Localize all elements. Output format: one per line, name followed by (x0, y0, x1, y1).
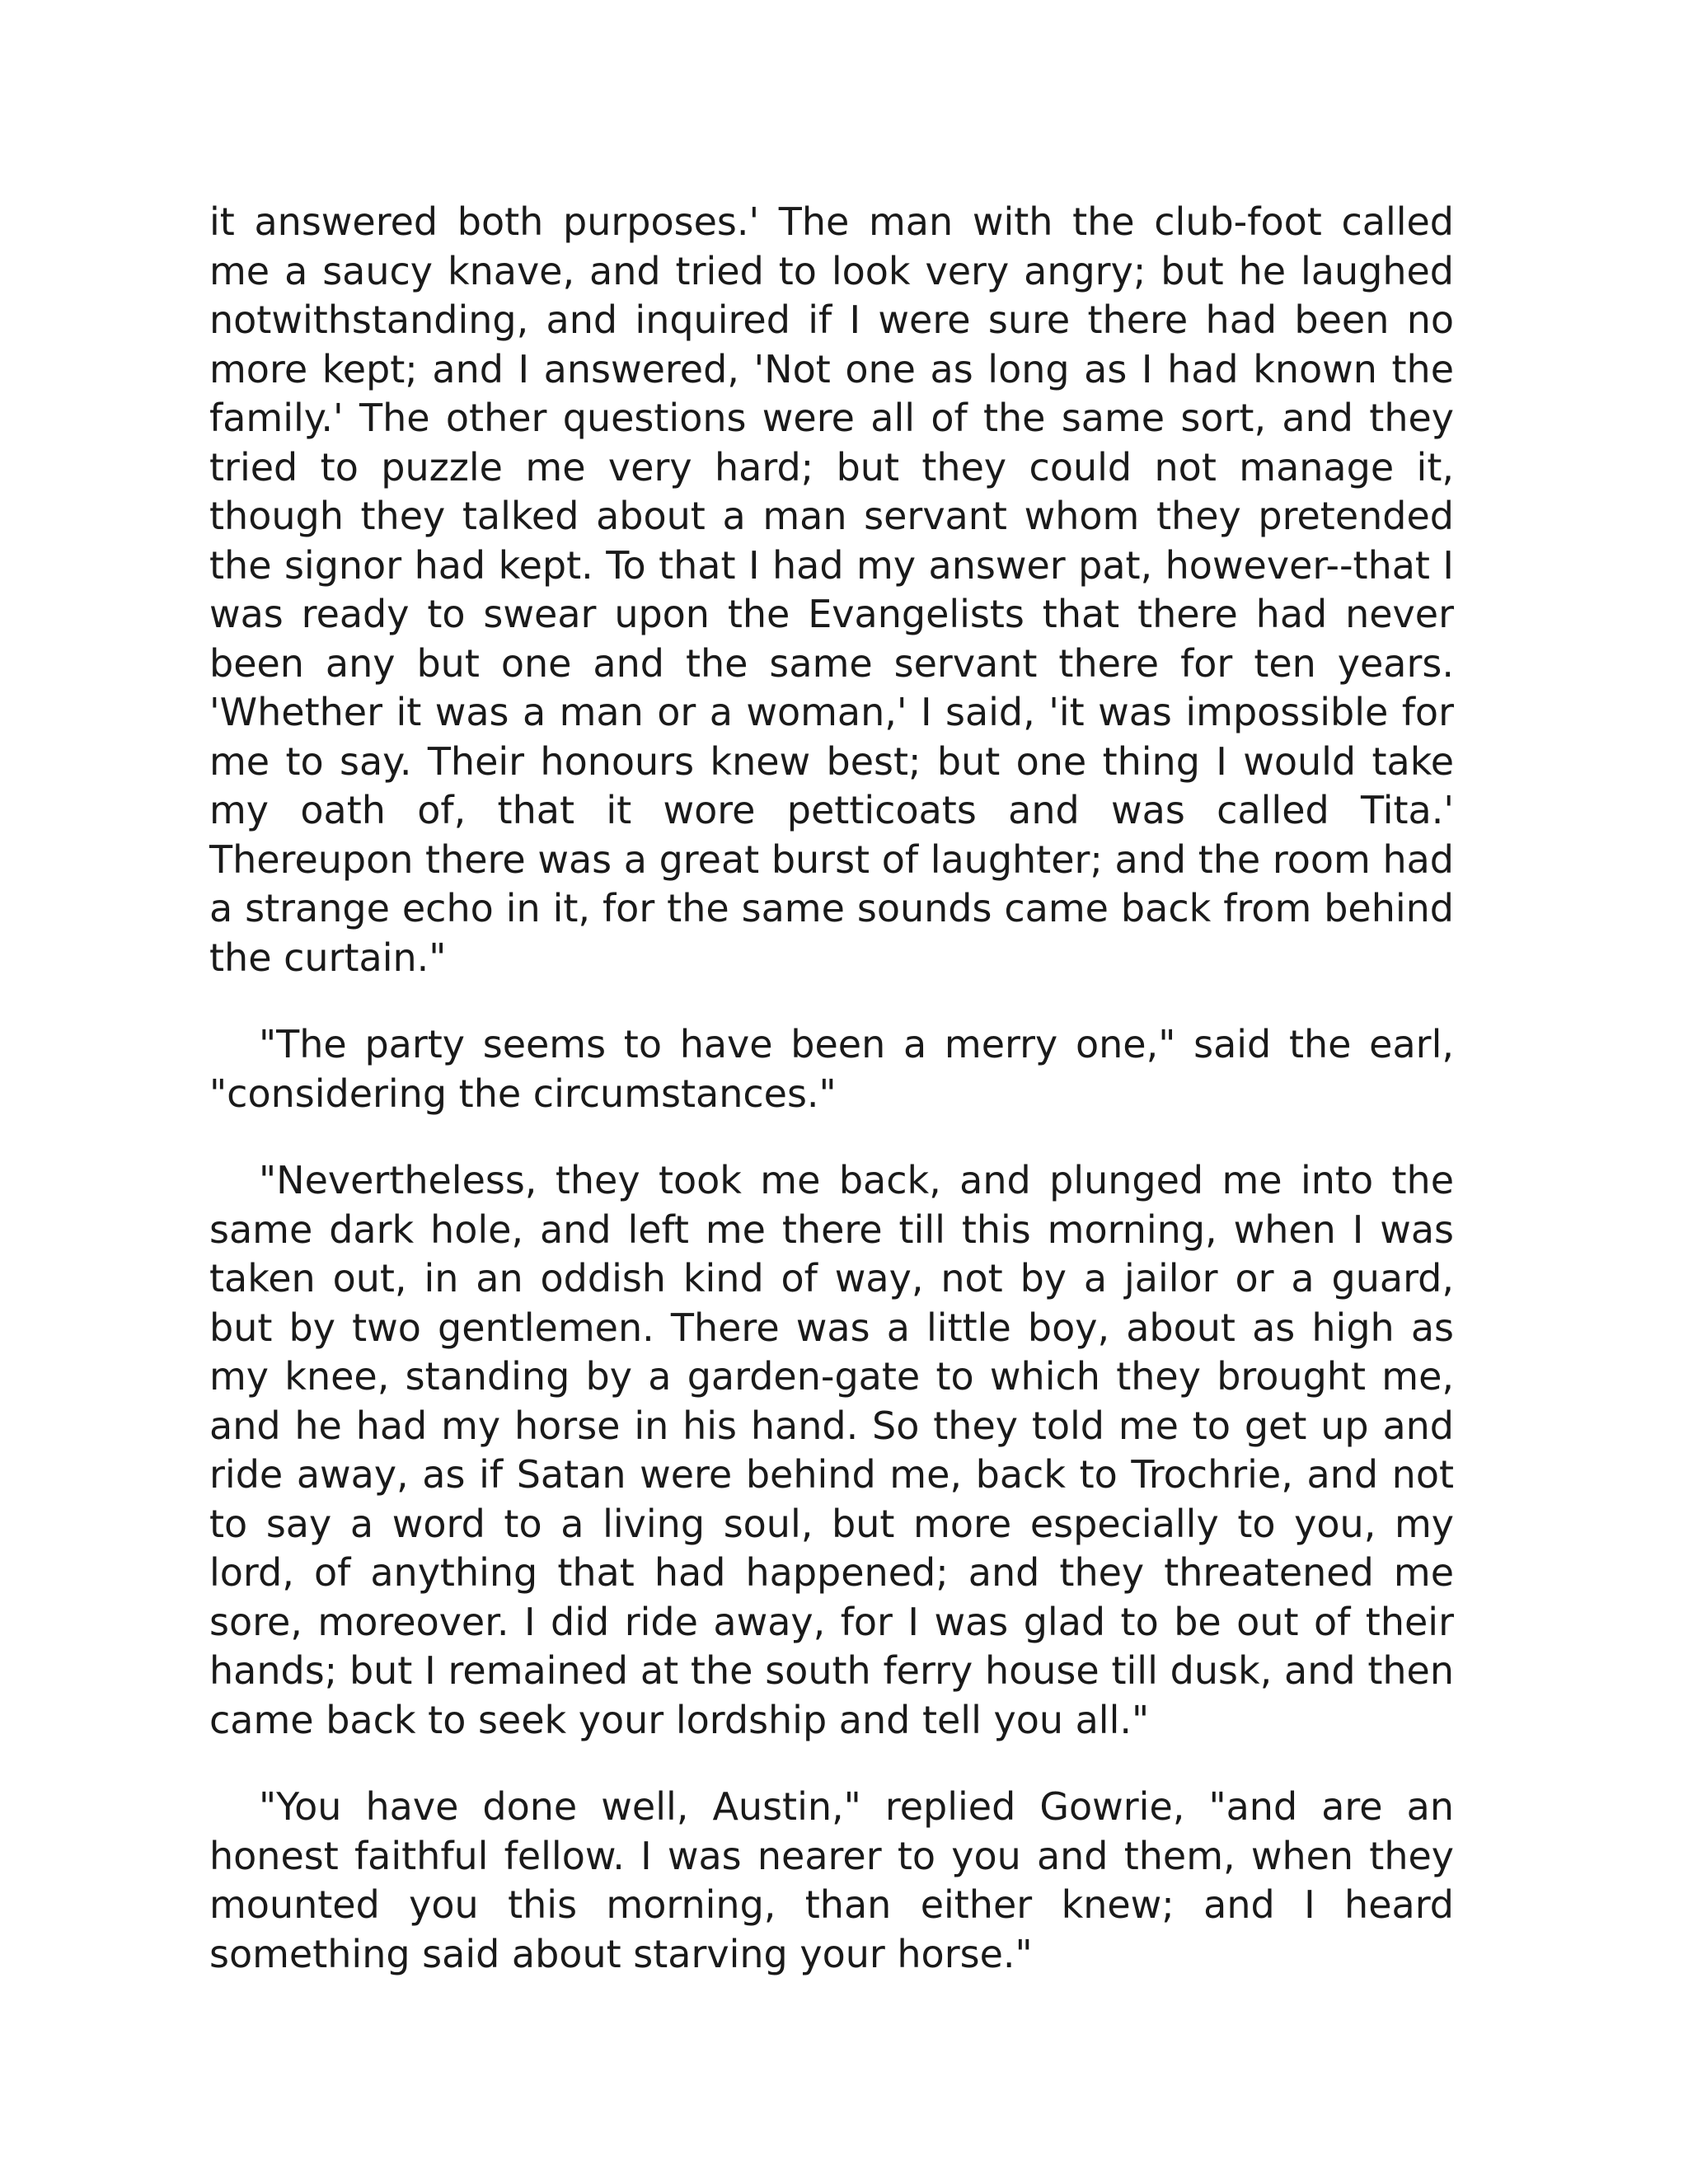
paragraph-4: "You have done well, Austin," replied Gowrie, "and are an honest faithful fellow. I was nearer to you and them, when they mounted you this morning, than either knew; and I heard something said about starving your horse." (209, 1784, 1454, 1976)
paragraph-3: "Nevertheless, they took me back, and plunged me into the same dark hole, and left me there till this morning, when I was taken out, in an oddish kind of way, not by a jailor or a guard, but by two gentlemen. There was a little boy, about as high as my knee, standing by a garden-gate to which they brought me, and he had my horse in his hand. So they told me to get up and ride away, as if Satan were behind me, back to Trochrie, and not to say a word to a living soul, but more especially to you, my lord, of anything that had happened; and they threatened me sore, moreover. I did ride away, for I was glad to be out of their hands; but I remained at the south ferry house till dusk, and then came back to seek your lordship and tell you all." (209, 1158, 1454, 1742)
page-body (209, 198, 1454, 2017)
paragraph-1: it answered both purposes.' The man with the club-foot called me a saucy knave, and tried to look very angry; but he laughed notwithstanding, and inquired if I were sure there had been no more kept; and I answered, 'Not one as long as I had known the family.' The other questions were all of the same sort, and they tried to puzzle me very hard; but they could not manage it, though they talked about a man servant whom they pretended the signor had kept. To that I had my answer pat, however--that I was ready to swear upon the Evangelists that there had never been any but one and the same servant there for ten years. 'Whether it was a man or a woman,' I said, 'it was impossible for me to say. Their honours knew best; but one thing I would take my oath of, that it wore petticoats and was called Tita.' Thereupon there was a great burst of laughter; and the room had a strange echo in it, for the same sounds came back from behind the curtain." (209, 199, 1454, 980)
paragraph-2: "The party seems to have been a merry one," said the earl, "considering the circumstances." (209, 1022, 1454, 1116)
